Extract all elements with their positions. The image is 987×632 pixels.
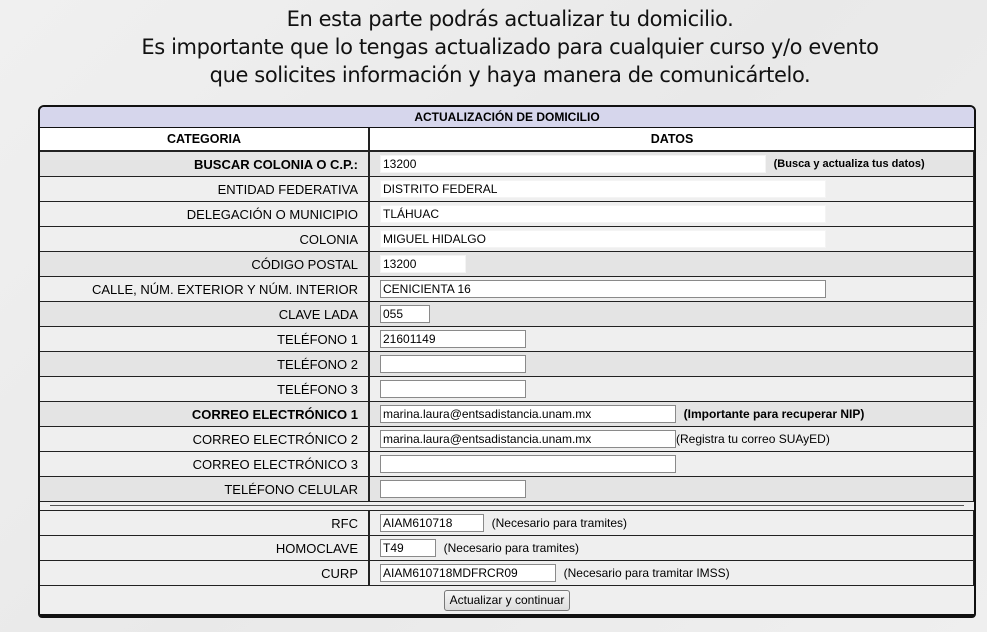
intro-line-1: En esta parte podrás actualizar tu domicilio. (286, 7, 734, 31)
row-telefono-1 (40, 327, 974, 352)
delegacion-municipio-input[interactable] (380, 205, 826, 223)
rfc-note: (Necesario para tramites) (491, 516, 627, 530)
label-telefono-2: TELÉFONO 2 (40, 352, 369, 377)
label-telefono-3: TELÉFONO 3 (40, 377, 369, 402)
row-delegacion (40, 202, 974, 227)
row-colonia (40, 227, 974, 252)
row-entidad-federativa (40, 177, 974, 202)
address-update-panel (38, 105, 976, 618)
rfc-input[interactable] (380, 514, 484, 532)
address-form-table (40, 128, 974, 614)
entidad-federativa-input[interactable] (380, 180, 826, 198)
telefono-1-input[interactable] (380, 330, 526, 348)
update-continue-button[interactable]: Actualizar y continuar (444, 590, 571, 611)
label-telefono-1: TELÉFONO 1 (40, 327, 369, 352)
header-data: DATOS (369, 128, 974, 151)
row-codigo-postal (40, 252, 974, 277)
telefono-2-input[interactable] (380, 355, 526, 373)
colonia-input[interactable] (380, 230, 826, 248)
section-separator (40, 502, 974, 511)
row-telefono-celular (40, 477, 974, 502)
panel-title: ACTUALIZACIÓN DE DOMICILIO (40, 107, 974, 128)
row-telefono-3 (40, 377, 974, 402)
homoclave-input[interactable] (380, 539, 436, 557)
correo-3-input[interactable] (380, 455, 676, 473)
row-homoclave (40, 536, 974, 561)
correo-1-input[interactable] (380, 405, 676, 423)
search-note: (Busca y actualiza tus datos) (773, 158, 925, 170)
label-correo-3: CORREO ELECTRÓNICO 3 (40, 452, 369, 477)
label-curp: CURP (40, 561, 369, 586)
clave-lada-input[interactable] (380, 305, 430, 323)
correo-2-note: (Registra tu correo SUAyED) (676, 432, 830, 446)
curp-input[interactable] (380, 564, 556, 582)
telefono-celular-input[interactable] (380, 480, 526, 498)
telefono-3-input[interactable] (380, 380, 526, 398)
submit-row (40, 586, 974, 615)
divider-line (50, 505, 964, 506)
intro-line-2: Es importante que lo tengas actualizado para cualquier curso y/o evento (141, 35, 879, 59)
row-correo-1 (40, 402, 974, 427)
intro-text (0, 5, 987, 89)
label-homoclave: HOMOCLAVE (40, 536, 369, 561)
homoclave-note: (Necesario para tramites) (443, 541, 579, 555)
label-codigo-postal: CÓDIGO POSTAL (40, 252, 369, 277)
label-correo-2: CORREO ELECTRÓNICO 2 (40, 427, 369, 452)
row-calle (40, 277, 974, 302)
intro-line-3: que solicites información y haya manera de comunicártelo. (209, 63, 811, 87)
label-entidad-federativa: ENTIDAD FEDERATIVA (40, 177, 369, 202)
header-category: CATEGORIA (40, 128, 369, 151)
row-telefono-2 (40, 352, 974, 377)
correo-1-note: (Importante para recuperar NIP) (683, 407, 865, 421)
row-rfc (40, 511, 974, 536)
label-colonia: COLONIA (40, 227, 369, 252)
correo-2-input[interactable] (380, 430, 676, 448)
label-delegacion: DELEGACIÓN O MUNICIPIO (40, 202, 369, 227)
row-clave-lada (40, 302, 974, 327)
row-buscar-colonia (40, 151, 974, 177)
search-colonia-cp-input[interactable] (380, 155, 766, 173)
table-header-row (40, 128, 974, 151)
codigo-postal-input[interactable] (380, 255, 466, 273)
label-telefono-celular: TELÉFONO CELULAR (40, 477, 369, 502)
calle-numero-input[interactable] (380, 280, 826, 298)
label-calle: CALLE, NÚM. EXTERIOR Y NÚM. INTERIOR (40, 277, 369, 302)
label-rfc: RFC (40, 511, 369, 536)
label-clave-lada: CLAVE LADA (40, 302, 369, 327)
row-curp (40, 561, 974, 586)
row-correo-2 (40, 427, 974, 452)
label-buscar-colonia: BUSCAR COLONIA O C.P.: (40, 151, 369, 177)
row-correo-3 (40, 452, 974, 477)
curp-note: (Necesario para tramitar IMSS) (563, 566, 730, 580)
label-correo-1: CORREO ELECTRÓNICO 1 (40, 402, 369, 427)
